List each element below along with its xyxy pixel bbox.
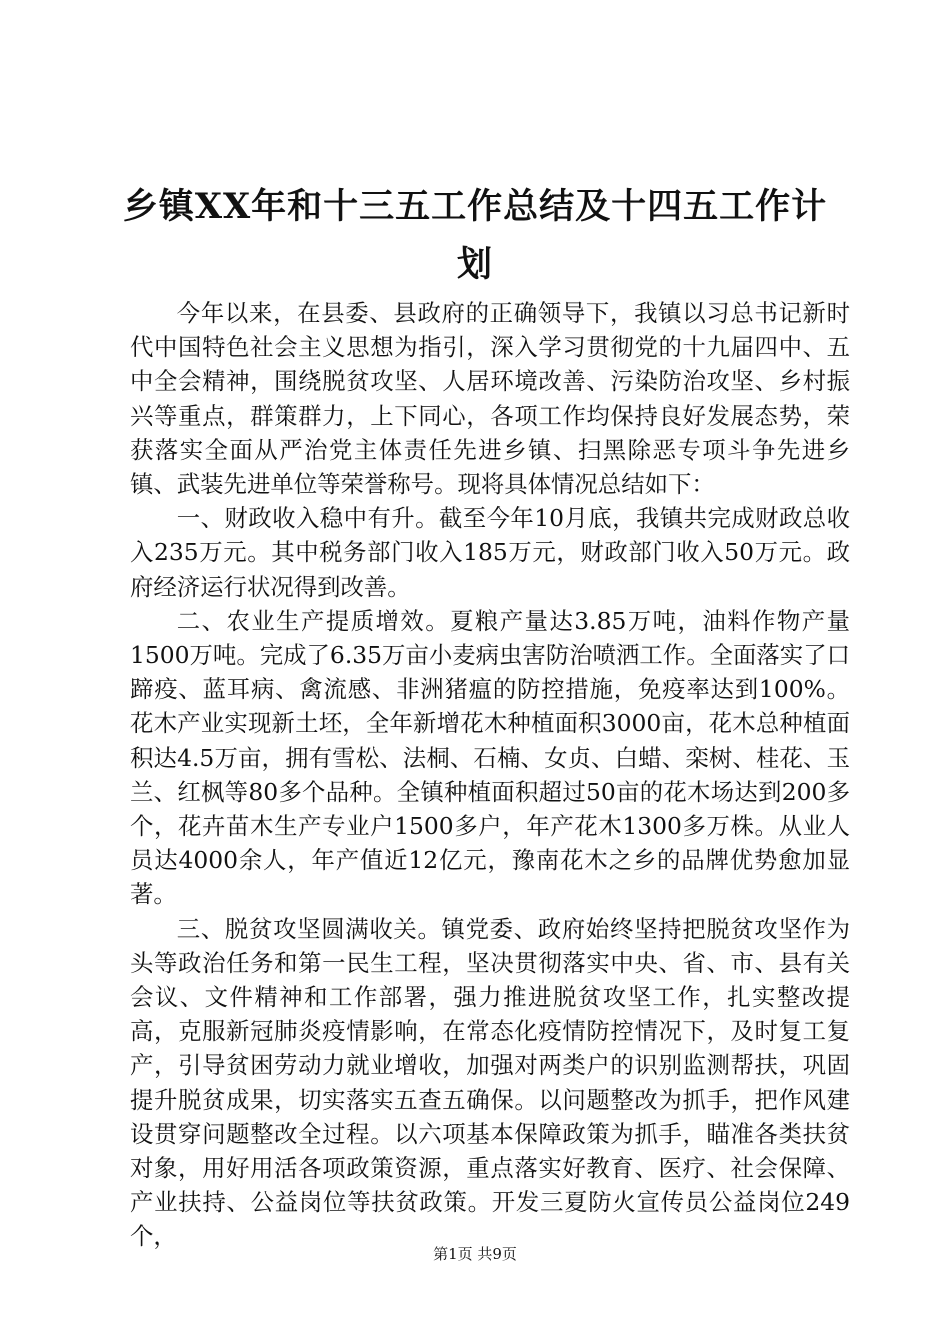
document-title: 乡镇XX年和十三五工作总结及十四五工作计划 [122, 186, 828, 285]
paragraph-fiscal-revenue: 一、财政收入稳中有升。截至今年10月底，我镇共完成财政总收入235万元。其中税务部门收入185万元，财政部门收入50万元。政府经济运行状况得到改善。 [130, 504, 850, 601]
paragraph-intro: 今年以来，在县委、县政府的正确领导下，我镇以习总书记新时代中国特色社会主义思想为指引，深入学习贯彻党的十九届四中、五中全会精神，围绕脱贫攻坚、人居环境改善、污染防治攻坚、乡村振兴等重点，群策群力，上下同心，各项工作均保持良好发展态势，荣获落实全面从严治党主体责任先进乡镇、扫黑除恶专项斗争先进乡镇、武装先进单位等荣誉称号。现将具体情况总结如下： [130, 299, 850, 499]
paragraph-poverty-alleviation: 三、脱贫攻坚圆满收关。镇党委、政府始终坚持把脱贫攻坚作为头等政治任务和第一民生工程，坚决贯彻落实中央、省、市、县有关会议、文件精神和工作部署，强力推进脱贫攻坚工作，扎实整改提高，克服新冠肺炎疫情影响，在常态化疫情防控情况下，及时复工复产，引导贫困劳动力就业增收，加强对两类户的识别监测帮扶，巩固提升脱贫成果，切实落实五查五确保。以问题整改为抓手，把作风建设贯穿问题整改全过程。以六项基本保障政策为抓手，瞄准各类扶贫对象，用好用活各项政策资源，重点落实好教育、医疗、社会保障、产业扶持、公益岗位等扶贫政策。开发三夏防火宣传员公益岗位249个， [130, 914, 850, 1251]
paragraph-agriculture: 二、农业生产提质增效。夏粮产量达3.85万吨，油料作物产量1500万吨。完成了6.35万亩小麦病虫害防治喷洒工作。全面落实了口蹄疫、蓝耳病、禽流感、非洲猪瘟的防控措施，免疫率达到100%。花木产业实现新土坯，全年新增花木种植面积3000亩，花木总种植面积达4.5万亩，拥有雪松、法桐、石楠、女贞、白蜡、栾树、桂花、玉兰、红枫等80多个品种。全镇种植面积超过50亩的花木场达到200多个，花卉苗木生产专业户1500多户，年产花木1300多万株。从业人员达4000余人，年产值近12亿元，豫南花木之乡的品牌优势愈加显著。 [130, 606, 850, 909]
page-number-footer: 第1页 共9页 [433, 1245, 517, 1263]
document-body [130, 296, 850, 1254]
